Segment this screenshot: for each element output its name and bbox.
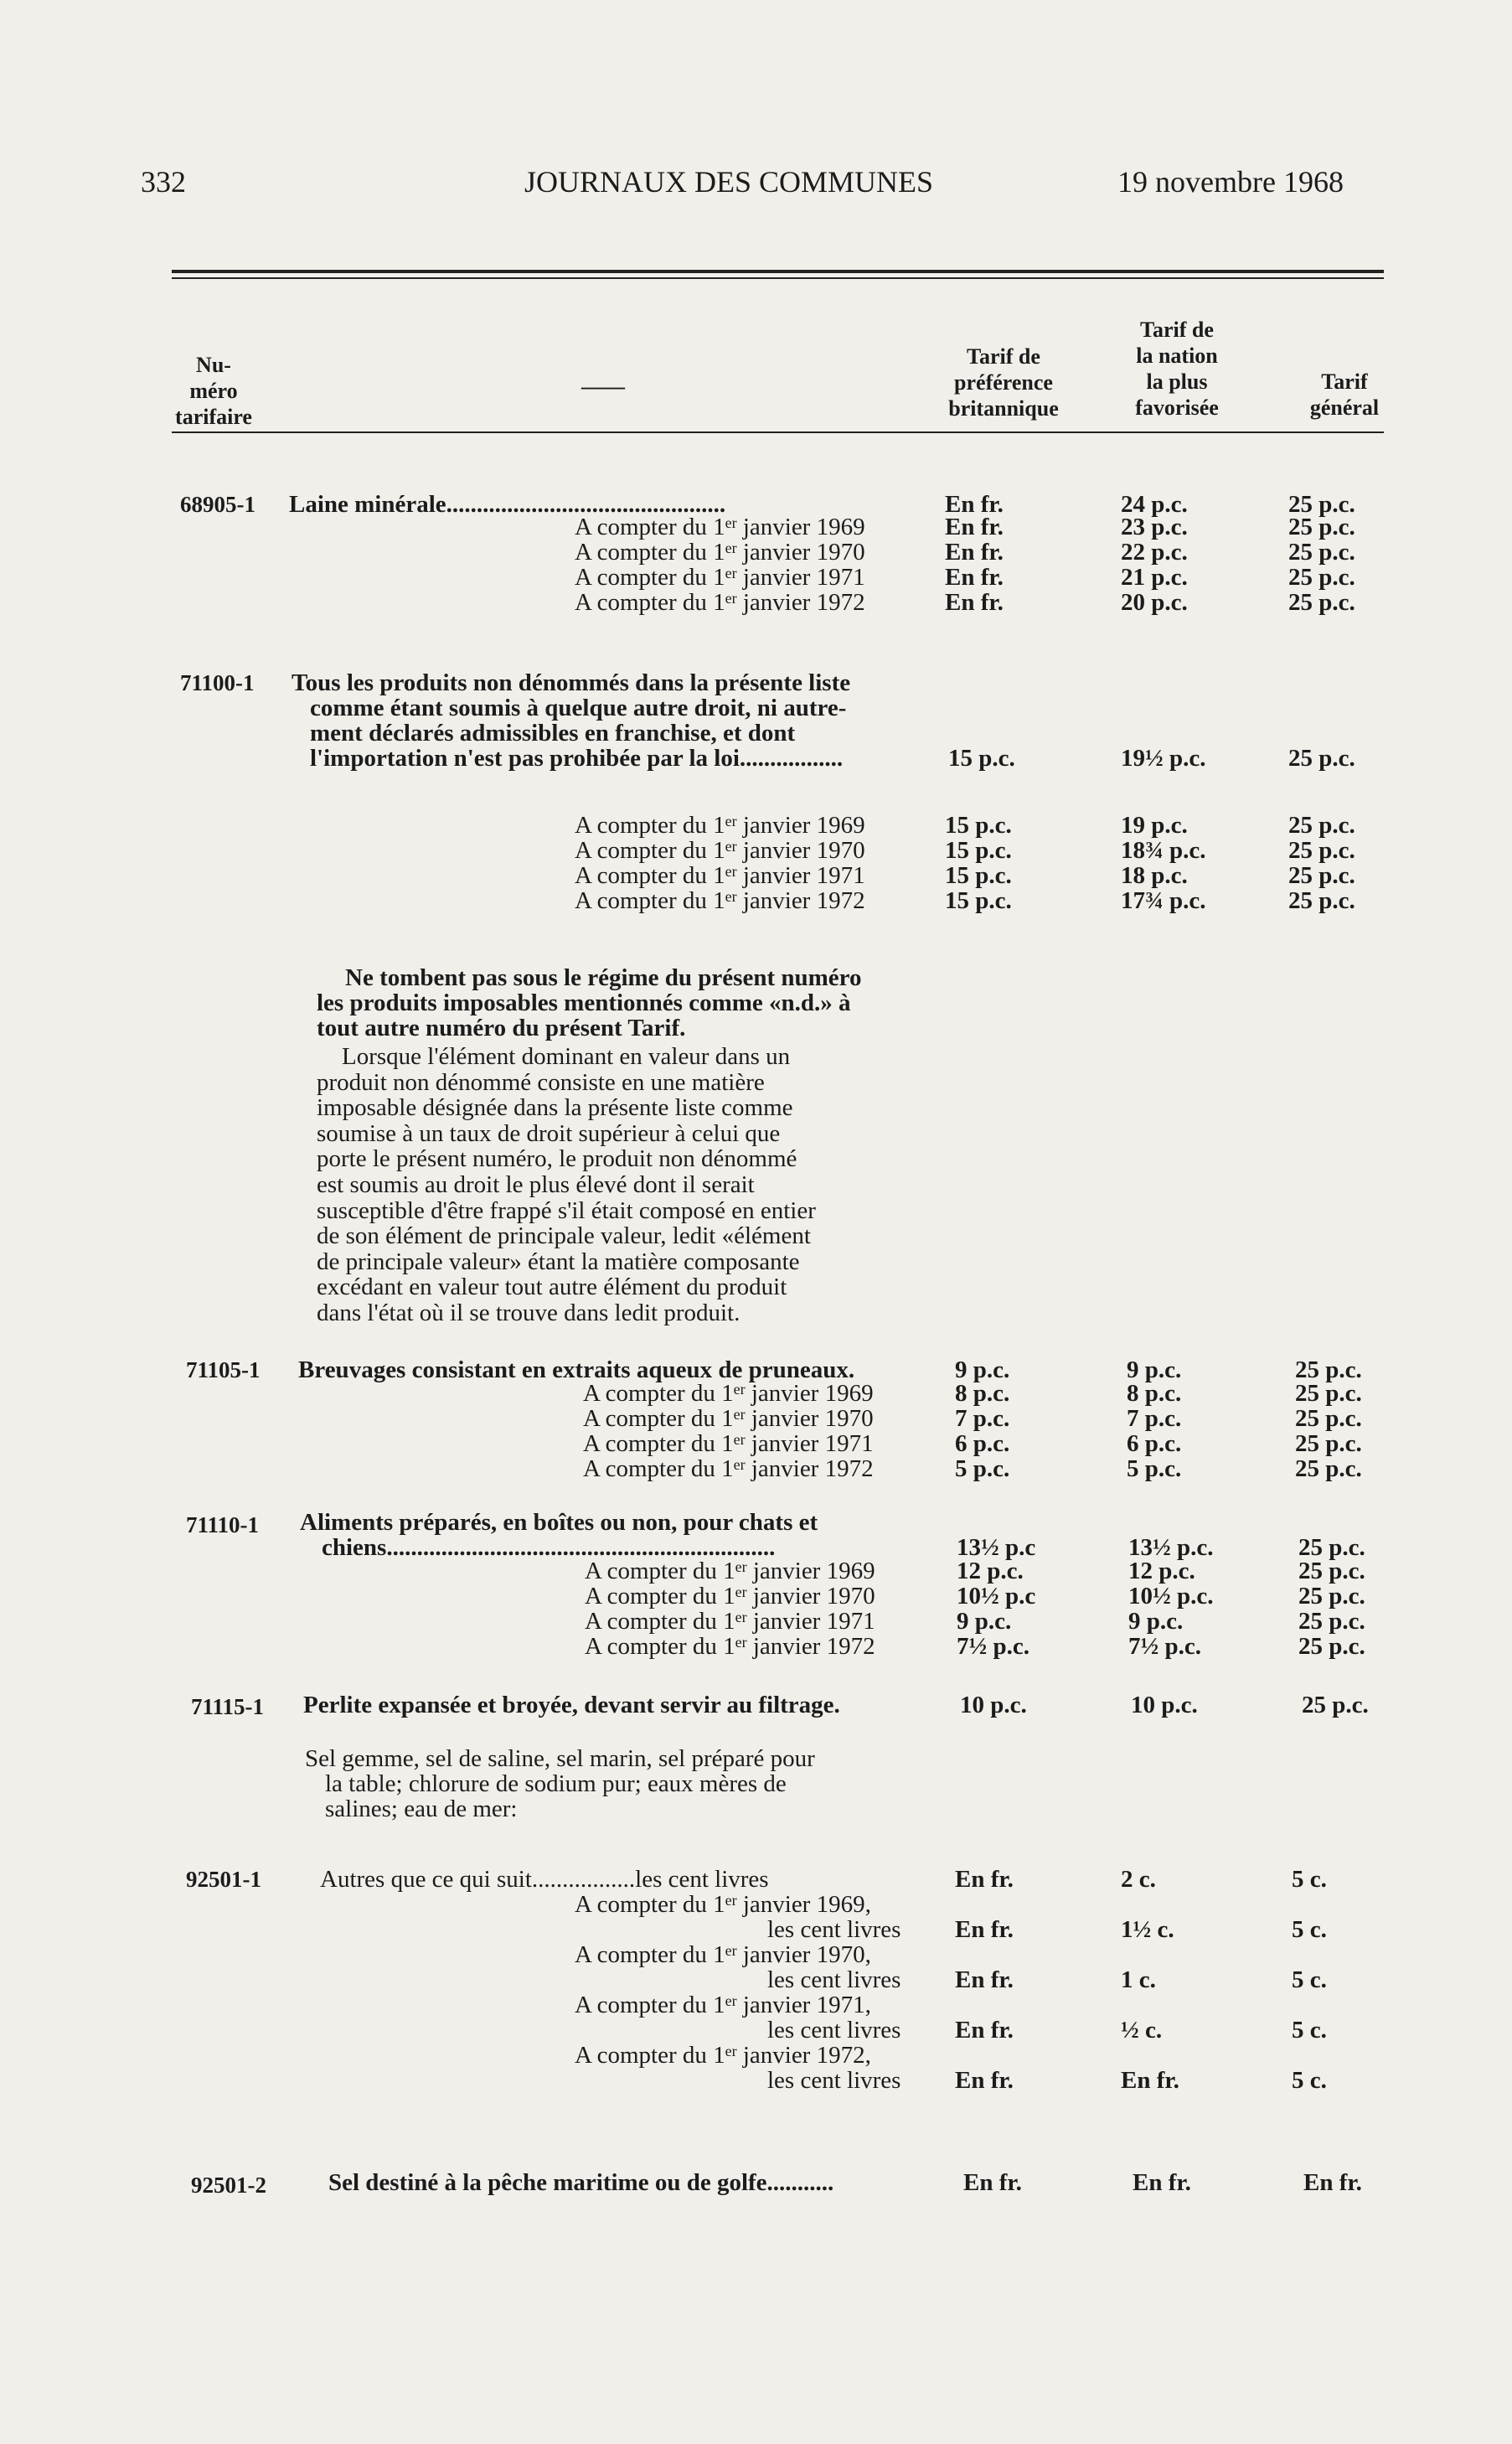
rate-cell: 25 p.c. (1295, 1430, 1362, 1457)
tariff-note-exclusion: Ne tombent pas sous le régime du présent numéro les produits imposables mentionnés comme «n.d.» à tout autre numéro du présent Tarif. (317, 964, 862, 1041)
rate-cell: 5 c. (1292, 1866, 1327, 1893)
phase-date-line: A compter du 1er janvier 1971 (583, 1430, 874, 1457)
phase-date-line: A compter du 1er janvier 1970 (583, 1405, 874, 1432)
rate-cell: 25 p.c. (1298, 1633, 1365, 1660)
rate-cell: 25 p.c. (1288, 514, 1355, 540)
rate-cell: 8 p.c. (1127, 1380, 1182, 1407)
tariff-number: 71105-1 (186, 1357, 261, 1382)
phase-date-line: A compter du 1er janvier 1971 (585, 1608, 875, 1635)
rate-cell: 17¾ p.c. (1121, 887, 1206, 914)
tariff-number: 71110-1 (186, 1512, 260, 1537)
rate-cell: 13½ p.c. (1128, 1534, 1214, 1561)
phase-date-line: A compter du 1er janvier 1969 (585, 1558, 875, 1584)
rate-cell: 15 p.c. (945, 862, 1012, 889)
rate-cell: 22 p.c. (1121, 539, 1188, 566)
rate-cell: 9 p.c. (1128, 1608, 1184, 1635)
unit-line: les cent livres (767, 1966, 901, 1993)
phase-date-line: A compter du 1er janvier 1969 (575, 812, 865, 839)
rate-cell: En fr. (963, 2169, 1022, 2196)
item-description: Sel destiné à la pêche maritime ou de golfe........... (328, 2169, 834, 2196)
phase-date-line: A compter du 1er janvier 1969, (575, 1891, 871, 1918)
rate-cell: 10½ p.c. (1128, 1583, 1214, 1610)
rate-cell: 19½ p.c. (1121, 745, 1206, 772)
rate-cell: 25 p.c. (1288, 862, 1355, 889)
rate-cell: 25 p.c. (1288, 539, 1355, 566)
rate-cell: 25 p.c. (1295, 1356, 1362, 1383)
column-header-numero: Nu- méro tarifaire (175, 353, 252, 429)
rate-cell: 9 p.c. (955, 1356, 1010, 1383)
rate-cell: 25 p.c. (1295, 1405, 1362, 1432)
rate-cell: 25 p.c. (1288, 745, 1355, 772)
rate-cell: 6 p.c. (1127, 1430, 1182, 1457)
rate-cell: 25 p.c. (1295, 1455, 1362, 1482)
top-rule-thick (172, 270, 1384, 273)
rate-cell: 12 p.c. (957, 1558, 1024, 1584)
rate-cell: En fr. (1133, 2169, 1191, 2196)
item-description: Perlite expansée et broyée, devant servir au filtrage. (303, 1692, 840, 1718)
rate-cell: 18¾ p.c. (1121, 837, 1206, 864)
rate-cell: 19 p.c. (1121, 812, 1188, 839)
rate-cell: 6 p.c. (955, 1430, 1010, 1457)
rate-cell: 5 c. (1292, 1916, 1327, 1943)
phase-date-line: A compter du 1er janvier 1971 (575, 862, 865, 889)
rate-cell: 23 p.c. (1121, 514, 1188, 540)
section-intro-sel: Sel gemme, sel de saline, sel marin, sel préparé pour la table; chlorure de sodium pur; eaux mères de salines; eau de mer: (305, 1745, 815, 1822)
rate-cell: 15 p.c. (945, 837, 1012, 864)
phase-date-line: A compter du 1er janvier 1972 (575, 589, 865, 616)
rate-cell: 25 p.c. (1288, 564, 1355, 591)
rate-cell: 25 p.c. (1288, 589, 1355, 616)
rate-cell: 5 c. (1292, 2017, 1327, 2044)
tariff-note-dominant-element: Lorsque l'élément dominant en valeur dans un produit non dénommé consiste en une matière imposable désignée dans la présente liste comme soumise à un taux de droit supérieur à celui que porte le présent numéro, le produit non dénommé est soumis au droit le plus élevé dont il serait susceptible d'être frappé s'il était composé en entier de son élément de principale valeur, ledit «élément de principale valeur» étant la matière composante excédant en valeur tout autre élément du produit dans l'état où il se trouve dans ledit produit. (317, 1043, 816, 1326)
phase-date-line: A compter du 1er janvier 1972 (575, 887, 865, 914)
rate-cell: 25 p.c. (1288, 887, 1355, 914)
column-header-tarif-general: Tarif général (1309, 369, 1380, 420)
journal-title: JOURNAUX DES COMMUNES (524, 165, 934, 199)
rate-cell: 5 c. (1292, 2067, 1327, 2094)
rate-cell: 25 p.c. (1298, 1583, 1365, 1610)
rate-cell: En fr. (1303, 2169, 1362, 2196)
rate-cell: 15 p.c. (945, 812, 1012, 839)
rate-cell: 7 p.c. (1127, 1405, 1182, 1432)
rate-cell: 10 p.c. (1131, 1692, 1198, 1718)
rate-cell: 5 p.c. (1127, 1455, 1182, 1482)
rate-cell: En fr. (945, 514, 1004, 540)
column-header-description: —— (581, 375, 625, 399)
phase-date-line: A compter du 1er janvier 1972 (583, 1455, 874, 1482)
phase-date-line: A compter du 1er janvier 1972 (585, 1633, 875, 1660)
rate-cell: 25 p.c. (1288, 491, 1355, 518)
rate-cell: En fr. (1121, 2067, 1179, 2094)
rate-cell: 25 p.c. (1298, 1534, 1365, 1561)
rate-cell: 13½ p.c (957, 1534, 1036, 1561)
rate-cell: En fr. (955, 1916, 1014, 1943)
item-description: Autres que ce qui suit.................les cent livres (320, 1866, 769, 1893)
item-description: Breuvages consistant en extraits aqueux de pruneaux. (298, 1356, 855, 1383)
rate-cell: 21 p.c. (1121, 564, 1188, 591)
rate-cell: 7 p.c. (955, 1405, 1010, 1432)
header-bottom-rule (172, 431, 1384, 433)
rate-cell: En fr. (945, 491, 1004, 518)
rate-cell: 8 p.c. (955, 1380, 1010, 1407)
item-description: Tous les produits non dénommés dans la présente liste comme étant soumis à quelque autre droit, ni autre- ment déclarés admissibles en franchise, et dont l'importation n'est pas prohibée par la loi................. (292, 669, 851, 772)
rate-cell: En fr. (945, 564, 1004, 591)
phase-date-line: A compter du 1er janvier 1970 (585, 1583, 875, 1610)
column-header-nation-plus-favorisee: Tarif de la nation la plus favorisée (1135, 318, 1219, 420)
rate-cell: 20 p.c. (1121, 589, 1188, 616)
unit-line: les cent livres (767, 1916, 901, 1943)
rate-cell: 25 p.c. (1298, 1608, 1365, 1635)
rate-cell: 7½ p.c. (957, 1633, 1030, 1660)
rate-cell: En fr. (955, 2017, 1014, 2044)
tariff-number: 92501-1 (186, 1867, 261, 1892)
item-description: Laine minérale.............................................. (289, 491, 726, 518)
rate-cell: 5 p.c. (955, 1455, 1010, 1482)
page-number: 332 (141, 165, 186, 199)
phase-date-line: A compter du 1er janvier 1970 (575, 539, 865, 566)
rate-cell: 25 p.c. (1298, 1558, 1365, 1584)
rate-cell: 2 c. (1121, 1866, 1156, 1893)
tariff-number: 71115-1 (191, 1694, 265, 1719)
rate-cell: En fr. (945, 589, 1004, 616)
phase-date-line: A compter du 1er janvier 1969 (575, 514, 865, 540)
rate-cell: 25 p.c. (1288, 812, 1355, 839)
rate-cell: 25 p.c. (1288, 837, 1355, 864)
rate-cell: 15 p.c. (948, 745, 1015, 772)
phase-date-line: A compter du 1er janvier 1970, (575, 1941, 871, 1968)
rate-cell: 1 c. (1121, 1966, 1156, 1993)
rate-cell: 24 p.c. (1121, 491, 1188, 518)
phase-date-line: A compter du 1er janvier 1970 (575, 837, 865, 864)
rate-cell: 18 p.c. (1121, 862, 1188, 889)
top-rule-thin (172, 277, 1384, 279)
rate-cell: En fr. (955, 1866, 1014, 1893)
column-header-preference-britannique: Tarif de préférence britannique (948, 344, 1059, 421)
rate-cell: 10½ p.c (957, 1583, 1036, 1610)
rate-cell: En fr. (945, 539, 1004, 566)
rate-cell: 10 p.c. (960, 1692, 1027, 1718)
rate-cell: ½ c. (1121, 2017, 1163, 2044)
phase-date-line: A compter du 1er janvier 1971 (575, 564, 865, 591)
tariff-number: 71100-1 (180, 670, 255, 695)
phase-date-line: A compter du 1er janvier 1969 (583, 1380, 874, 1407)
phase-date-line: A compter du 1er janvier 1972, (575, 2042, 871, 2069)
unit-line: les cent livres (767, 2067, 901, 2094)
rate-cell: En fr. (955, 2067, 1014, 2094)
phase-date-line: A compter du 1er janvier 1971, (575, 1992, 871, 2018)
rate-cell: 7½ p.c. (1128, 1633, 1201, 1660)
item-description: Aliments préparés, en boîtes ou non, pour chats et chiens................................................................ (300, 1509, 818, 1561)
rate-cell: 1½ c. (1121, 1916, 1174, 1943)
tariff-number: 92501-2 (191, 2173, 266, 2198)
rate-cell: En fr. (955, 1966, 1014, 1993)
page-date: 19 novembre 1968 (1117, 165, 1344, 199)
rate-cell: 9 p.c. (1127, 1356, 1182, 1383)
rate-cell: 12 p.c. (1128, 1558, 1195, 1584)
rate-cell: 15 p.c. (945, 887, 1012, 914)
unit-line: les cent livres (767, 2017, 901, 2044)
rate-cell: 5 c. (1292, 1966, 1327, 1993)
rate-cell: 25 p.c. (1295, 1380, 1362, 1407)
rate-cell: 9 p.c. (957, 1608, 1012, 1635)
rate-cell: 25 p.c. (1302, 1692, 1369, 1718)
tariff-number: 68905-1 (180, 492, 255, 517)
